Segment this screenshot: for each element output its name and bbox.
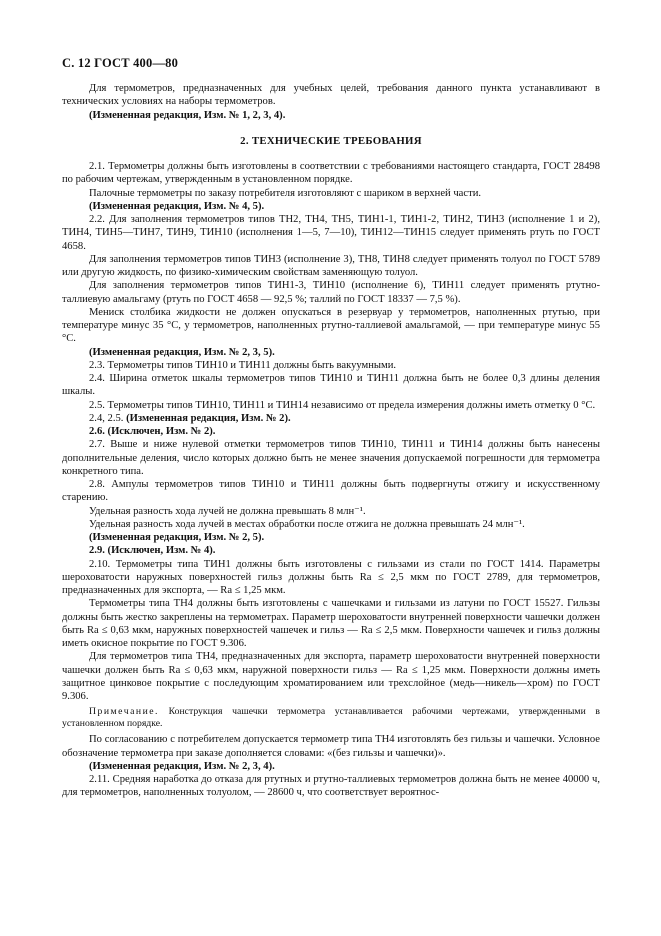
excluded-clause: 2.9. (Исключен, Изм. № 4). [89, 545, 216, 557]
amendment-note: (Измененная редакция, Изм. № 1, 2, 3, 4). [89, 109, 286, 121]
paragraph: Мениск столбика жидкости не должен опускаться в резервуар у термометров, наполненных ртутью, при температуре минус 35 °С, у термометров, наполненных ртутно-таллиевой амальгамой, — при температуре минус 55 °С. [62, 306, 600, 345]
paragraph [62, 412, 600, 425]
note-text: Конструкция чашечки термометра устанавливается рабочими чертежами, утвержденными в установленном порядке. [62, 706, 600, 730]
paragraph: Удельная разность хода лучей не должна превышать 8 млн⁻¹. [89, 505, 366, 517]
paragraph: 2.5. Термометры типов ТИН10, ТИН11 и ТИН14 независимо от предела измерения должны иметь отметку 0 °С. [89, 399, 596, 411]
paragraph: 2.7. Выше и ниже нулевой отметки термометров типов ТИН10, ТИН11 и ТИН14 должны быть нанесены дополнительные деления, число которых должно быть не менее значения допускаемой погрешности для термометра конкретного типа. [62, 439, 600, 477]
paragraph: 2.4. Ширина отметок шкалы термометров типов ТИН10 и ТИН11 должна быть не более 0,3 длины деления шкалы. [62, 373, 600, 398]
page-header: С. 12 ГОСТ 400—80 [62, 56, 179, 70]
paragraph: 2.3. Термометры типов ТИН10 и ТИН11 должны быть вакуумными. [89, 359, 397, 371]
paragraph: Удельная разность хода лучей в местах обработки после отжига не должна превышать 24 млн⁻¹. [89, 518, 525, 530]
page-content [62, 82, 600, 800]
amendment-note: (Измененная редакция, Изм. № 2, 5). [89, 532, 265, 543]
clause-numbers: 2.4, 2.5. [89, 412, 124, 424]
amendment-note: (Измененная редакция, Изм. № 2, 3, 5). [89, 346, 275, 358]
paragraph: Для термометров, предназначенных для учебных целей, требования данного пункта устанавливают в технических условиях на наборы термометров. [62, 83, 600, 108]
amendment-note: (Измененная редакция, Изм. № 2, 3, 4). [89, 760, 275, 772]
paragraph: 2.1. Термометры должны быть изготовлены в соответствии с требованиями настоящего стандарта, ГОСТ 28498 по рабочим чертежам, утвержденным в установленном порядке. [62, 161, 600, 186]
excluded-clause: 2.6. (Исключен, Изм. № 2). [89, 426, 216, 437]
paragraph: 2.10. Термометры типа ТИН1 должны быть изготовлены с гильзами из стали по ГОСТ 1414. Параметры шероховатости наружных поверхностей гильз должны быть Ra ≤ 2,5 мкм по ГОСТ 2789, для термометров, предназначенных для экспорта, — Ra ≤ 1,25 мкм. [62, 558, 600, 596]
amendment-note: (Измененная редакция, Изм. № 4, 5). [89, 200, 265, 212]
note [62, 706, 600, 730]
paragraph: Для термометров типа ТН4, предназначенных для экспорта, параметр шероховатости внутренней поверхности чашечки должен быть Ra ≤ 0,63 мкм, наружной поверхности гильз — Ra ≤ 1,25 мкм. Поверхности должны иметь защитное цинковое покрытие с последующим хроматированием или трехслойное (медь—никель—хром) по ГОСТ 9.306. [62, 651, 600, 702]
paragraph: Для заполнения термометров типов ТИН3 (исполнение 3), ТН8, ТИН8 следует применять толуол по ГОСТ 5789 или другую жидкость, по физико-химическим свойствам заменяющую толуол. [62, 253, 600, 278]
note-label: Примечание. [89, 706, 159, 718]
paragraph: Для заполнения термометров типов ТИН1-3, ТИН10 (исполнение 6), ТИН11 следует применять ртутно-таллиевую амальгаму (ртуть по ГОСТ 4658 — 92,5 %; таллий по ГОСТ 18337 — 7,5 %). [62, 280, 600, 305]
paragraph: 2.8. Ампулы термометров типов ТИН10 и ТИН11 должны быть подвергнуты отжигу и искусственному старению. [62, 479, 600, 504]
paragraph: 2.11. Средняя наработка до отказа для ртутных и ртутно-таллиевых термометров должна быть не менее 40000 ч, для термометров, наполненных толуолом, — 28600 ч, что соответствует вероятнос- [62, 774, 600, 799]
section-title: 2. ТЕХНИЧЕСКИЕ ТРЕБОВАНИЯ [240, 134, 422, 147]
amendment-note: (Измененная редакция, Изм. № 2). [126, 412, 291, 424]
paragraph: По согласованию с потребителем допускается термометр типа ТН4 изготовлять без гильзы и чашечки. Условное обозначение термометра при заказе дополняется словами: «(без гильзы и чашечки)». [62, 734, 600, 759]
paragraph: 2.2. Для заполнения термометров типов ТН2, ТН4, ТН5, ТИН1-1, ТИН1-2, ТИН2, ТИН3 (исполнение 1 и 2), ТИН4, ТИН5—ТИН7, ТИН9, ТИН10 (исполнения 1—5, 7—10), ТИН12—ТИН15 следует применять ртуть по ГОСТ 4658. [62, 214, 600, 252]
paragraph: Палочные термометры по заказу потребителя изготовляют с шариком в верхней части. [89, 187, 482, 199]
paragraph: Термометры типа ТН4 должны быть изготовлены с чашечками и гильзами из латуни по ГОСТ 15527. Гильзы должны быть жестко закреплены на термометрах. Параметр шероховатости внутренней поверхности чашечки должен быть Ra ≤ 0,63 мкм, наружных поверхностей чашечек и гильз — Ra ≤ 2,5 мкм. Поверхности чашечек и гильз должны иметь окисное покрытие по ГОСТ 9.306. [62, 598, 600, 649]
